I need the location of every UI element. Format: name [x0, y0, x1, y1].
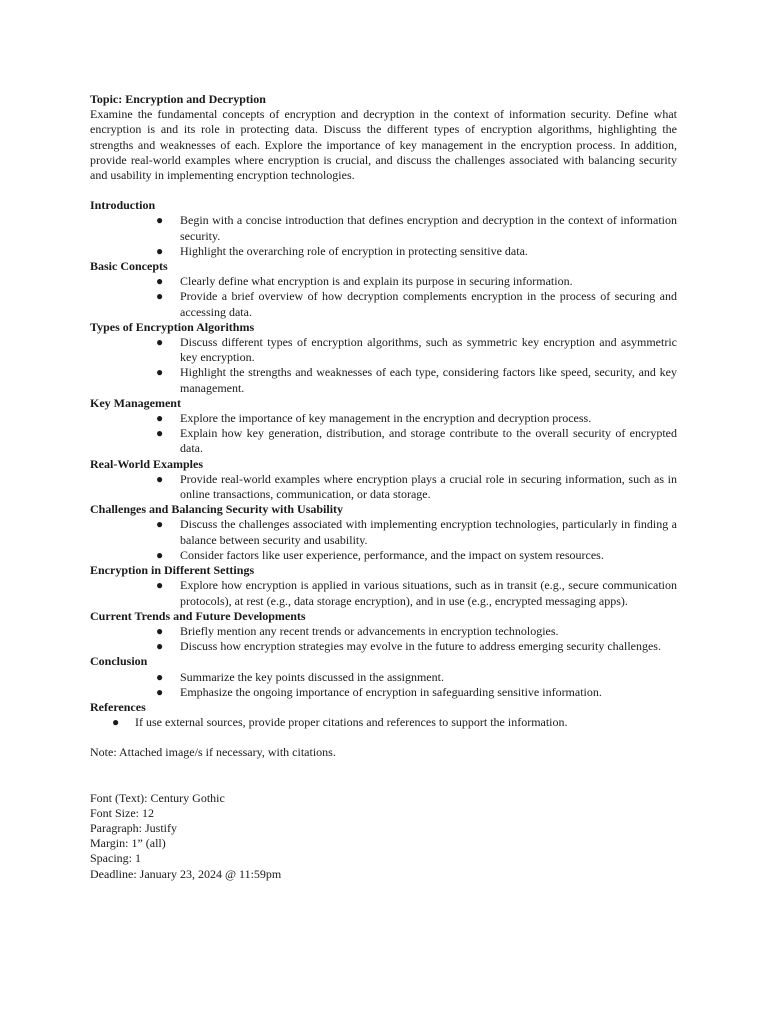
spec-paragraph: Paragraph: Justify — [90, 820, 177, 835]
bullet-icon: ● — [156, 335, 164, 350]
bullet-icon: ● — [156, 213, 164, 228]
section — [90, 198, 677, 259]
section-heading: Conclusion — [90, 654, 148, 669]
bullet-list — [90, 411, 677, 457]
section — [90, 654, 677, 700]
list-item — [90, 411, 677, 426]
section — [90, 396, 677, 457]
bullet-icon: ● — [156, 365, 164, 380]
bullet-icon: ● — [156, 243, 164, 258]
spacer — [90, 776, 677, 791]
spacer — [90, 730, 677, 745]
bullet-icon: ● — [156, 289, 164, 304]
section — [90, 259, 677, 320]
section — [90, 320, 677, 396]
section-heading: Types of Encryption Algorithms — [90, 319, 255, 334]
bullet-icon: ● — [156, 684, 164, 699]
bullet-icon: ● — [112, 715, 120, 730]
list-item — [90, 624, 677, 639]
bullet-list — [90, 624, 677, 654]
section — [90, 609, 677, 655]
list-item — [90, 213, 677, 243]
bullet-list — [90, 578, 677, 608]
bullet-icon: ● — [156, 669, 164, 684]
list-item — [90, 670, 677, 685]
list-item-text: Summarize the key points discussed in the assignment. — [180, 669, 444, 684]
list-item — [90, 426, 677, 456]
list-item-text: Highlight the overarching role of encryption in protecting sensitive data. — [180, 243, 528, 258]
list-item — [90, 715, 677, 730]
list-item — [90, 685, 677, 700]
list-item-text: Provide a brief overview of how decryption complements encryption in the process of securing and accessing data. — [180, 289, 677, 319]
bullet-icon: ● — [156, 411, 164, 426]
section-heading: Current Trends and Future Developments — [90, 608, 306, 623]
list-item — [90, 335, 677, 365]
bullet-icon: ● — [156, 639, 164, 654]
spec-deadline: Deadline: January 23, 2024 @ 11:59pm — [90, 866, 282, 881]
bullet-list — [90, 335, 677, 396]
section-heading: Introduction — [90, 198, 156, 213]
list-item-text: Briefly mention any recent trends or advancements in encryption technologies. — [180, 623, 559, 638]
spec-margin: Margin: 1” (all) — [90, 836, 166, 851]
list-item-text: Explore the importance of key management in the encryption and decryption process. — [180, 411, 592, 426]
list-item-text: Begin with a concise introduction that defines encryption and decryption in the context of information security. — [180, 213, 677, 243]
section-heading: Basic Concepts — [90, 259, 168, 274]
list-item — [90, 289, 677, 319]
list-item-text: Discuss how encryption strategies may evolve in the future to address emerging security challenges. — [180, 639, 661, 654]
section-heading: Real-World Examples — [90, 456, 203, 471]
section-heading: Encryption in Different Settings — [90, 563, 255, 578]
bullet-list — [90, 715, 677, 730]
list-item-text: Provide real-world examples where encryption plays a crucial role in securing information, such as in online transactions, communication, or data storage. — [180, 471, 677, 502]
bullet-icon: ● — [156, 578, 164, 593]
bullet-icon: ● — [156, 623, 164, 638]
section — [90, 457, 677, 503]
bullet-list — [90, 670, 677, 700]
list-item-text: Highlight the strengths and weaknesses of each type, considering factors like speed, security, and key management. — [180, 365, 677, 395]
list-item-text: Discuss different types of encryption algorithms, such as symmetric key encryption and asymmetric key encryption. — [180, 335, 677, 365]
section-heading: Key Management — [90, 395, 181, 410]
list-item-text: Clearly define what encryption is and explain its purpose in securing information. — [180, 274, 573, 289]
bullet-icon: ● — [156, 471, 164, 486]
bullet-list — [90, 274, 677, 320]
spec-spacing: Spacing: 1 — [90, 851, 141, 866]
list-item-text: Explore how encryption is applied in various situations, such as in transit (e.g., secure communication protocols), at rest (e.g., data storage encryption), and in use (e.g., encrypted messaging apps). — [180, 578, 677, 608]
list-item-text: If use external sources, provide proper citations and references to support the information. — [135, 715, 568, 730]
bullet-icon: ● — [156, 517, 164, 532]
list-item-text: Consider factors like user experience, performance, and the impact on system resources. — [180, 547, 604, 562]
list-item-text: Discuss the challenges associated with implementing encryption technologies, particularly in finding a balance between security and usability. — [180, 517, 677, 547]
section-heading: Challenges and Balancing Security with Usability — [90, 502, 344, 517]
list-item-text: Emphasize the ongoing importance of encryption in safeguarding sensitive information. — [180, 684, 602, 699]
bullet-icon: ● — [156, 274, 164, 289]
list-item — [90, 472, 677, 502]
list-item — [90, 365, 677, 395]
bullet-list — [90, 517, 677, 563]
topic-title: Topic: Encryption and Decryption — [90, 92, 266, 106]
bullet-list — [90, 472, 677, 502]
format-specs — [90, 791, 677, 882]
list-item — [90, 517, 677, 547]
bullet-list — [90, 213, 677, 259]
section — [90, 563, 677, 609]
list-item — [90, 274, 677, 289]
bullet-icon: ● — [156, 547, 164, 562]
list-item — [90, 578, 677, 608]
spec-font-size: Font Size: 12 — [90, 805, 155, 820]
bullet-icon: ● — [156, 426, 164, 441]
section-references — [90, 700, 677, 730]
intro-paragraph: Examine the fundamental concepts of encryption and decryption in the context of information security. Define what encryption is and its role in protecting data. Discuss the different types of encryption algorithms, highlighting the strengths and weaknesses of each. Explore the importance of key management in the encryption process. In addition, provide real-world examples where encryption is crucial, and discuss the challenges associated with balancing security and usability in implementing encryption technologies. — [90, 107, 677, 183]
section — [90, 502, 677, 563]
list-item — [90, 548, 677, 563]
list-item — [90, 639, 677, 654]
spacer — [90, 761, 677, 776]
sections-container — [90, 198, 677, 700]
document-page — [90, 92, 677, 882]
section-heading: References — [90, 699, 146, 714]
spec-font: Font (Text): Century Gothic — [90, 790, 225, 805]
spacer — [90, 183, 677, 198]
note-text: Note: Attached image/s if necessary, with citations. — [90, 745, 336, 760]
list-item-text: Explain how key generation, distribution, and storage contribute to the overall security of encrypted data. — [180, 426, 677, 456]
list-item — [90, 244, 677, 259]
